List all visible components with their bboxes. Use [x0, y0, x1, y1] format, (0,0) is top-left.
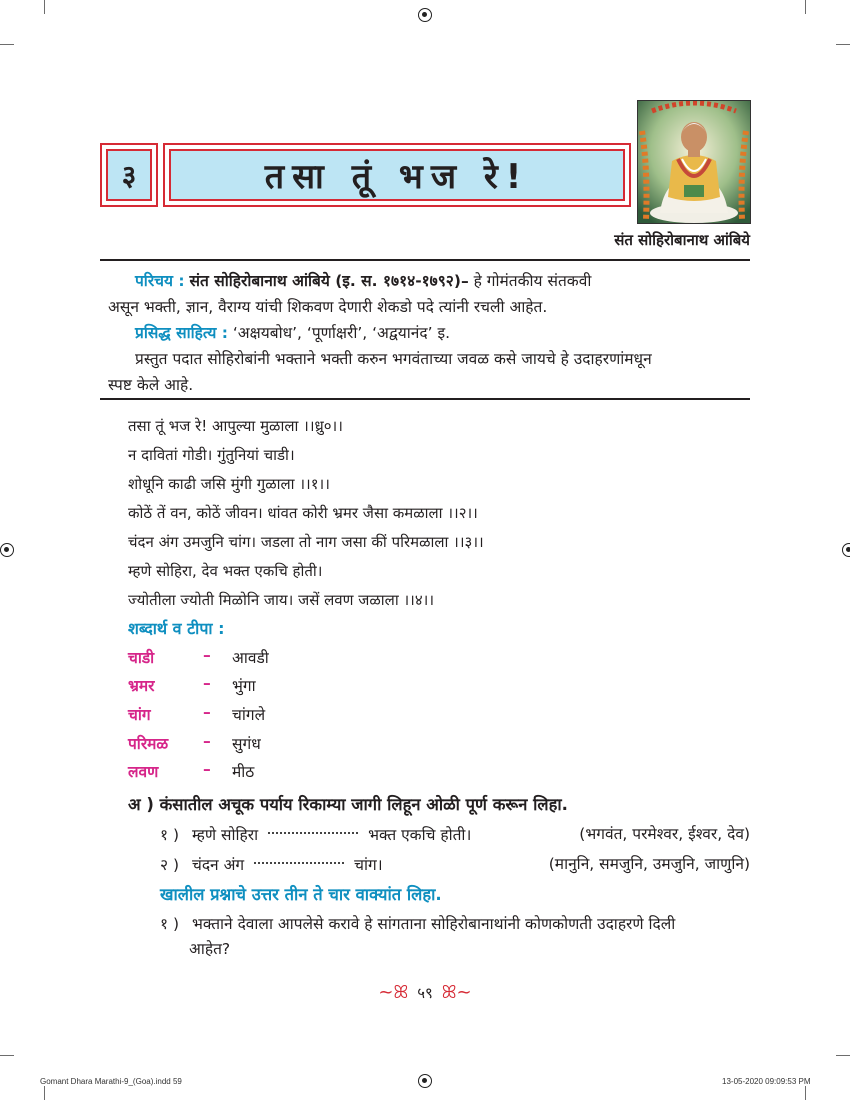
footer-file-info: Gomant Dhara Marathi-9_(Goa).indd 59: [40, 1077, 182, 1086]
glossary-meaning: सुगंध: [232, 735, 261, 753]
parichay-label: परिचय :: [135, 272, 185, 290]
crop-mark: [805, 1086, 806, 1100]
poem-line: कोठें तें वन, कोठें जीवन। धांवत कोरी भ्रमर जैसा कमळाला ।।२।।: [128, 504, 478, 522]
question-line: [160, 912, 750, 937]
question-number: १ ): [160, 915, 180, 933]
poem-line: चंदन अंग उमजुनि चांग। जडला तो नाग जसा कीं परिमळाला ।।३।।: [128, 533, 484, 551]
saint-portrait-illustration: [638, 101, 750, 223]
crop-mark: [805, 0, 806, 14]
glossary-heading: शब्दार्थ व टीपा :: [128, 619, 225, 638]
glossary-dash: –: [203, 732, 211, 750]
question-number: १ ): [160, 826, 180, 844]
footer-timestamp: 13-05-2020 09:09:53 PM: [722, 1077, 811, 1086]
glossary-word: भ्रमर: [128, 677, 155, 695]
sahitya-label: प्रसिद्ध साहित्य :: [135, 324, 228, 342]
registration-mark-icon: [418, 1074, 432, 1088]
glossary-word: लवण: [128, 763, 159, 781]
exercise-question: [160, 912, 750, 962]
glossary-word: परिमळ: [128, 735, 169, 753]
divider: [100, 398, 750, 400]
chapter-title-box: [163, 143, 631, 207]
page-number-text: ५९: [417, 984, 433, 1002]
summary-text: प्रस्तुत पदात सोहिरोबांनी भक्ताने भक्ती करुन भगवंताच्या जवळ कसे जायचे हे उदाहरणांमधून: [135, 350, 652, 368]
intro-line: असून भक्ती, ज्ञान, वैराग्य यांची शिकवण देणारी शेकडो पदे त्यांनी रचली आहेत.: [108, 298, 548, 316]
question-text: भक्ताने देवाला आपलेसे करावे हे सांगताना सोहिरोबानाथांनी कोणकोणती उदाहरणे दिली: [191, 915, 676, 933]
glossary-meaning: भुंगा: [232, 677, 256, 695]
author-name: संत सोहिरोबानाथ आंबिये: [614, 231, 750, 249]
glossary-item: [128, 674, 428, 698]
crop-mark: [44, 0, 45, 14]
registration-mark-icon: [842, 543, 850, 557]
intro-line: स्पष्ट केले आहे.: [108, 376, 194, 394]
glossary-item: [128, 732, 428, 756]
blank-dots: [268, 822, 358, 834]
glossary-item: [128, 760, 428, 784]
crop-mark: [836, 1055, 850, 1056]
glossary-word: चांग: [128, 706, 151, 724]
exercise-heading-a: अ ) कंसातील अचूक पर्याय रिकाम्या जागी लिहून ओळी पूर्ण करून लिहा.: [128, 795, 568, 814]
parichay-text: हे गोमंतकीय संतकवी: [473, 272, 592, 290]
intro-line: [108, 320, 748, 346]
question-text: म्हणे सोहिरा: [191, 826, 259, 844]
glossary-dash: –: [203, 760, 211, 778]
sahitya-text: ‘अक्षयबोध’, ‘पूर्णाक्षरी’, ‘अद्वयानंद’ इ.: [232, 324, 451, 342]
registration-mark-icon: [0, 543, 14, 557]
intro-line: [108, 268, 748, 294]
intro-block: [108, 268, 748, 398]
crop-mark: [44, 1086, 45, 1100]
ornament-left-icon: ~ꕤ: [378, 982, 409, 1003]
answer-options: (मानुनि, समजुनि, उमजुनि, जाणुनि): [548, 855, 750, 873]
glossary-meaning: मीठ: [232, 763, 255, 781]
poem-line: शोधूनि काढी जसि मुंगी गुळाला ।।१।।: [128, 475, 330, 493]
chapter-number: ३: [106, 149, 152, 201]
exercise-question: [160, 852, 383, 875]
question-text: चांग।: [354, 856, 383, 874]
question-text: आहेत?: [189, 940, 231, 958]
poem-line: ज्योतीला ज्योती मिळोनि जाय। जसें लवण जळाला ।।४।।: [128, 591, 435, 609]
glossary-dash: –: [203, 674, 211, 692]
blank-dots: [254, 852, 344, 864]
answer-options: (भगवंत, परमेश्वर, ईश्वर, देव): [579, 825, 750, 843]
glossary-item: [128, 703, 428, 727]
poem: [128, 414, 484, 617]
crop-mark: [0, 1055, 14, 1056]
glossary-word: चाडी: [128, 649, 155, 667]
ornament-right-icon: ꕤ~: [441, 982, 472, 1003]
chapter-number-box: [100, 143, 158, 207]
glossary-meaning: चांगले: [232, 706, 266, 724]
crop-mark: [836, 44, 850, 45]
divider: [100, 259, 750, 261]
page-number: [370, 982, 480, 1003]
glossary-dash: –: [203, 646, 211, 664]
exercise-heading-b: खालील प्रश्नाचे उत्तर तीन ते चार वाक्यांत लिहा.: [160, 885, 442, 904]
glossary-dash: –: [203, 703, 211, 721]
exercise-question: [160, 822, 471, 845]
poem-line: तसा तूं भज रे! आपुल्या मुळाला ।।ध्रु०।।: [128, 417, 343, 435]
glossary-meaning: आवडी: [232, 649, 269, 667]
parichay-name: संत सोहिरोबानाथ आंबिये (इ. स. १७१४-१७९२)–: [189, 272, 469, 290]
poem-line: म्हणे सोहिरा, देव भक्त एकचि होती।: [128, 562, 323, 580]
question-text: चंदन अंग: [191, 856, 245, 874]
poem-line: न दावितां गोडी। गुंतुनियां चाडी।: [128, 446, 295, 464]
question-text: भक्त एकचि होती।: [368, 826, 472, 844]
glossary-item: [128, 646, 428, 670]
intro-line: [108, 346, 748, 372]
saint-portrait: [637, 100, 751, 224]
question-number: २ ): [160, 856, 180, 874]
chapter-title: तसा तूं भज रे!: [169, 149, 625, 201]
crop-mark: [0, 44, 14, 45]
registration-mark-icon: [418, 8, 432, 22]
